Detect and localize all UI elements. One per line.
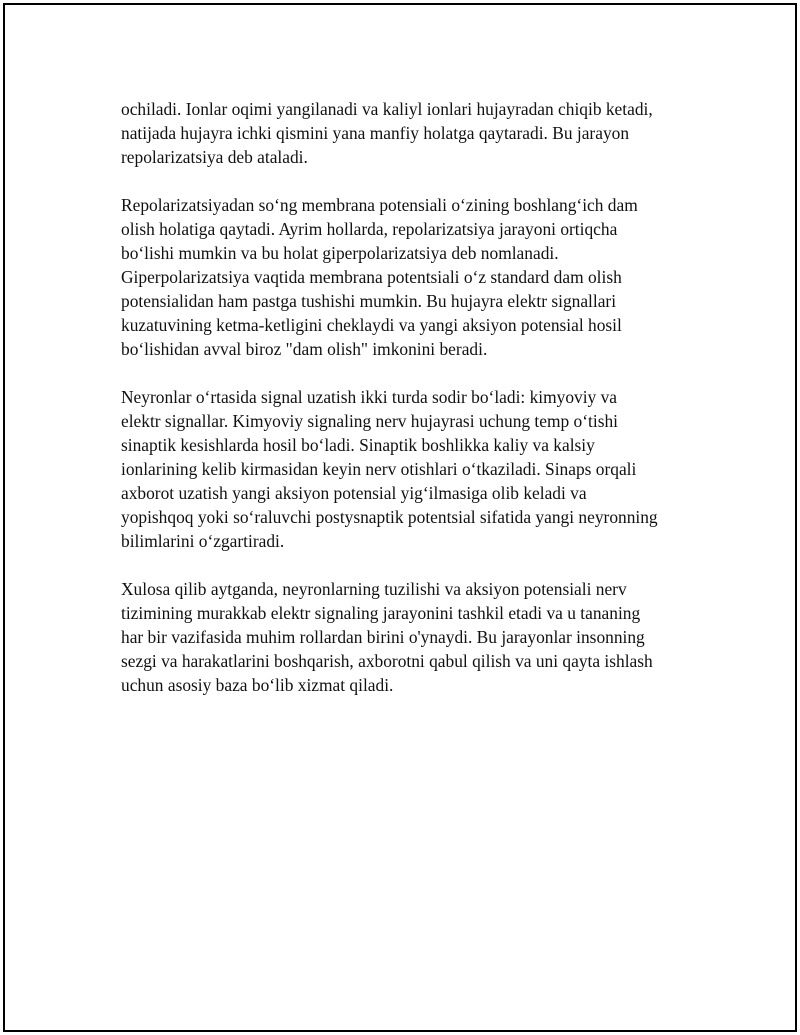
text-line: sezgi va harakatlarini boshqarish, axborotni qabul qilish va uni qayta ishlash	[121, 651, 653, 671]
text-line: bo‘lishi mumkin va bu holat giperpolarizatsiya deb nomlanadi.	[121, 243, 559, 263]
text-line: repolarizatsiya deb ataladi.	[121, 147, 308, 167]
text-line: ochiladi. Ionlar oqimi yangilanadi va kaliyl ionlari hujayradan chiqib ketadi,	[121, 99, 653, 119]
text-line: Giperpolarizatsiya vaqtida membrana potentsiali o‘z standard dam olish	[121, 267, 622, 287]
text-line: potensialidan ham pastga tushishi mumkin. Bu hujayra elektr signallari	[121, 291, 617, 311]
document-body	[121, 97, 721, 721]
text-line: natijada hujayra ichki qismini yana manfiy holatga qaytaradi. Bu jarayon	[121, 123, 630, 143]
text-line: sinaptik kesishlarda hosil bo‘ladi. Sinaptik boshlikka kaliy va kalsiy	[121, 435, 595, 455]
text-line: Repolarizatsiyadan so‘ng membrana potensiali o‘zining boshlang‘ich dam	[121, 195, 638, 215]
paragraph-2	[121, 193, 721, 361]
paragraph-3	[121, 385, 721, 553]
text-line: Neyronlar o‘rtasida signal uzatish ikki turda sodir bo‘ladi: kimyoviy va	[121, 387, 618, 407]
text-line: uchun asosiy baza bo‘lib xizmat qiladi.	[121, 675, 394, 695]
text-line: axborot uzatish yangi aksiyon potensial yig‘ilmasiga olib keladi va	[121, 483, 587, 503]
text-line: olish holatiga qaytadi. Ayrim hollarda, repolarizatsiya jarayoni ortiqcha	[121, 219, 618, 239]
document-page	[3, 3, 797, 1032]
text-line: yopishqoq yoki so‘raluvchi postysnaptik potentsial sifatida yangi neyronning	[121, 507, 658, 527]
text-line: bo‘lishidan avval biroz "dam olish" imkonini beradi.	[121, 339, 488, 359]
paragraph-1	[121, 97, 721, 169]
text-line: tizimining murakkab elektr signaling jarayonini tashkil etadi va u tananing	[121, 603, 641, 623]
text-line: har bir vazifasida muhim rollardan birini o'ynaydi. Bu jarayonlar insonning	[121, 627, 645, 647]
text-line: kuzatuvining ketma-ketligini cheklaydi va yangi aksiyon potensial hosil	[121, 315, 622, 335]
text-line: bilimlarini o‘zgartiradi.	[121, 531, 285, 551]
text-line: elektr signallar. Kimyoviy signaling nerv hujayrasi uchung temp o‘tishi	[121, 411, 618, 431]
text-line: ionlarining kelib kirmasidan keyin nerv otishlari o‘tkaziladi. Sinaps orqali	[121, 459, 637, 479]
text-line: Xulosa qilib aytganda, neyronlarning tuzilishi va aksiyon potensiali nerv	[121, 579, 627, 599]
paragraph-4	[121, 577, 721, 697]
